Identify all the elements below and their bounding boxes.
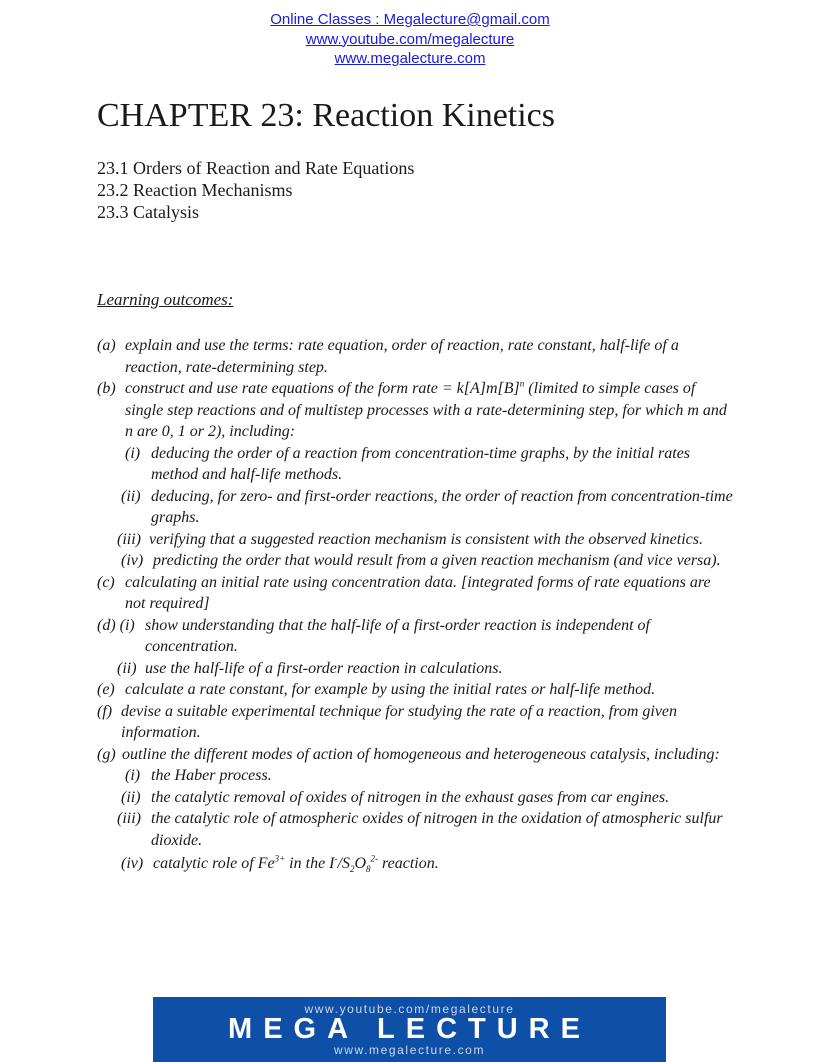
persulfate-charge: 2- — [370, 853, 379, 864]
outcome-b-continued — [97, 400, 727, 422]
toc-item: 23.2 Reaction Mechanisms — [97, 180, 293, 200]
outcome-text: calculating an initial rate using concentration data. [integrated forms of rate equations are — [125, 573, 711, 591]
outcome-text: method and half-life methods. — [151, 466, 343, 483]
outcome-d-ii — [97, 658, 727, 680]
banner-youtube-text: www.youtube.com/megalecture — [304, 1002, 515, 1016]
outcome-text-part: O — [354, 855, 367, 872]
outcome-g-iii — [97, 808, 727, 830]
outcome-text: concentration. — [145, 638, 238, 655]
outcome-label: (d) (i) — [97, 616, 135, 634]
mega-lecture-banner — [153, 997, 666, 1062]
learning-outcomes-list — [97, 335, 733, 875]
outcome-text: use the half-life of a first-order reaction in calculations. — [145, 659, 503, 677]
outcome-label: (iii) — [117, 810, 141, 827]
outcome-text — [97, 378, 727, 400]
outcome-text: deducing, for zero- and first-order reactions, the order of reaction from concentration-time — [151, 487, 733, 505]
outcome-g-i — [97, 765, 727, 787]
outcome-text: reaction, rate-determining step. — [125, 358, 328, 376]
outcome-text-part: /S — [337, 855, 350, 872]
header-links — [0, 10, 820, 69]
outcome-label: (e) — [97, 681, 115, 698]
outcome-text-part: construct and use rate equations of the form rate = — [125, 380, 457, 397]
outcome-label: (f) — [97, 702, 113, 720]
outcome-text: not required] — [125, 595, 210, 612]
website-link[interactable]: www.megalecture.com — [334, 50, 486, 67]
outcome-label: (iii) — [117, 530, 141, 548]
formula-subscript: 8 — [366, 864, 371, 875]
banner-website-text: www.megalecture.com — [333, 1043, 486, 1057]
outcome-b-continued — [97, 421, 727, 443]
outcome-text: explain and use the terms: rate equation, order of reaction, rate constant, half-life of a — [125, 337, 679, 354]
outcome-label: (iv) — [121, 552, 144, 569]
outcome-text: show understanding that the half-life of a first-order reaction is independent of — [145, 616, 650, 634]
outcome-label: (b) — [97, 380, 116, 397]
outcome-text: verifying that a suggested reaction mechanism is consistent with the observed kinetics. — [149, 530, 703, 548]
outcome-text-part: (limited to simple cases of — [524, 380, 696, 397]
outcome-g-ii — [97, 787, 727, 809]
outcome-b — [97, 378, 727, 400]
outcome-c-continued — [97, 593, 727, 615]
rate-equation-formula — [457, 380, 525, 397]
outcome-text: single step reactions and of multistep processes with a rate-determining step, for which m and — [125, 401, 727, 419]
outcome-a-continued — [97, 357, 727, 379]
outcome-text-part: catalytic role of Fe — [153, 855, 275, 872]
outcome-b-i — [97, 443, 727, 465]
outcome-text: predicting the order that would result from a given reaction mechanism (and vice versa). — [153, 552, 721, 569]
iodide-charge: - — [334, 853, 338, 864]
outcome-b-iv — [97, 550, 727, 572]
outcome-label: (g) — [97, 745, 116, 763]
outcome-a — [97, 335, 727, 357]
formula-superscript: n — [519, 378, 525, 389]
outcome-text: n are 0, 1 or 2), including: — [125, 423, 296, 440]
outcome-text — [97, 853, 727, 875]
outcome-text: devise a suitable experimental technique for studying the rate of a reaction, from given — [121, 702, 678, 720]
outcome-text: deducing the order of a reaction from concentration-time graphs, by the initial rates — [151, 444, 691, 462]
outcome-label: (i) — [125, 444, 141, 462]
outcome-text: the Haber process. — [151, 767, 272, 784]
outcome-g-iv — [97, 853, 727, 875]
outcome-b-i-continued — [97, 464, 727, 486]
outcome-f — [97, 701, 727, 723]
chapter-title: CHAPTER 23: Reaction Kinetics — [97, 97, 556, 134]
outcome-text: outline the different modes of action of homogeneous and heterogeneous catalysis, including: — [122, 745, 720, 763]
outcome-g — [97, 744, 727, 766]
outcome-label: (ii) — [121, 487, 141, 505]
outcome-text: calculate a rate constant, for example by using the initial rates or half-life method. — [125, 681, 656, 698]
outcome-text: the catalytic role of atmospheric oxides of nitrogen in the oxidation of atmospheric sulfur — [151, 810, 723, 827]
iron-ion-charge: 3+ — [274, 853, 286, 864]
outcome-text: the catalytic removal of oxides of nitrogen in the exhaust gases from car engines. — [151, 788, 670, 806]
learning-outcomes-heading: Learning outcomes: — [97, 290, 234, 309]
outcome-e — [97, 679, 727, 701]
outcome-text: information. — [121, 724, 201, 741]
outcome-label: (ii) — [117, 659, 137, 677]
formula-subscript: 2 — [349, 864, 355, 875]
outcome-label: (iv) — [121, 855, 144, 872]
outcome-g-iii-continued — [97, 830, 727, 852]
toc-item: 23.3 Catalysis — [97, 202, 199, 222]
formula-part: k[A]m[B] — [456, 380, 520, 397]
outcome-d-i — [97, 615, 727, 637]
outcome-c — [97, 572, 727, 594]
outcome-text-part: reaction. — [378, 855, 439, 872]
outcome-d-i-continued — [97, 636, 727, 658]
banner-brand-logo: MEGA LECTURE — [228, 1013, 591, 1045]
outcome-text: dioxide. — [151, 831, 203, 849]
outcome-label: (a) — [97, 337, 116, 354]
outcome-b-ii-continued — [97, 507, 727, 529]
outcome-label: (ii) — [121, 788, 141, 806]
outcome-f-continued — [97, 722, 727, 744]
youtube-link[interactable]: www.youtube.com/megalecture — [305, 30, 515, 48]
outcome-text: graphs. — [151, 509, 200, 526]
outcome-label: (i) — [125, 767, 141, 784]
toc-item: 23.1 Orders of Reaction and Rate Equations — [97, 158, 415, 178]
outcome-b-ii — [97, 486, 733, 508]
outcome-text-part: in the I — [285, 855, 335, 872]
outcome-label: (c) — [97, 573, 115, 591]
table-of-contents — [97, 157, 414, 223]
email-link[interactable]: Online Classes : Megalecture@gmail.com — [270, 11, 550, 28]
outcome-b-iii — [97, 529, 727, 551]
